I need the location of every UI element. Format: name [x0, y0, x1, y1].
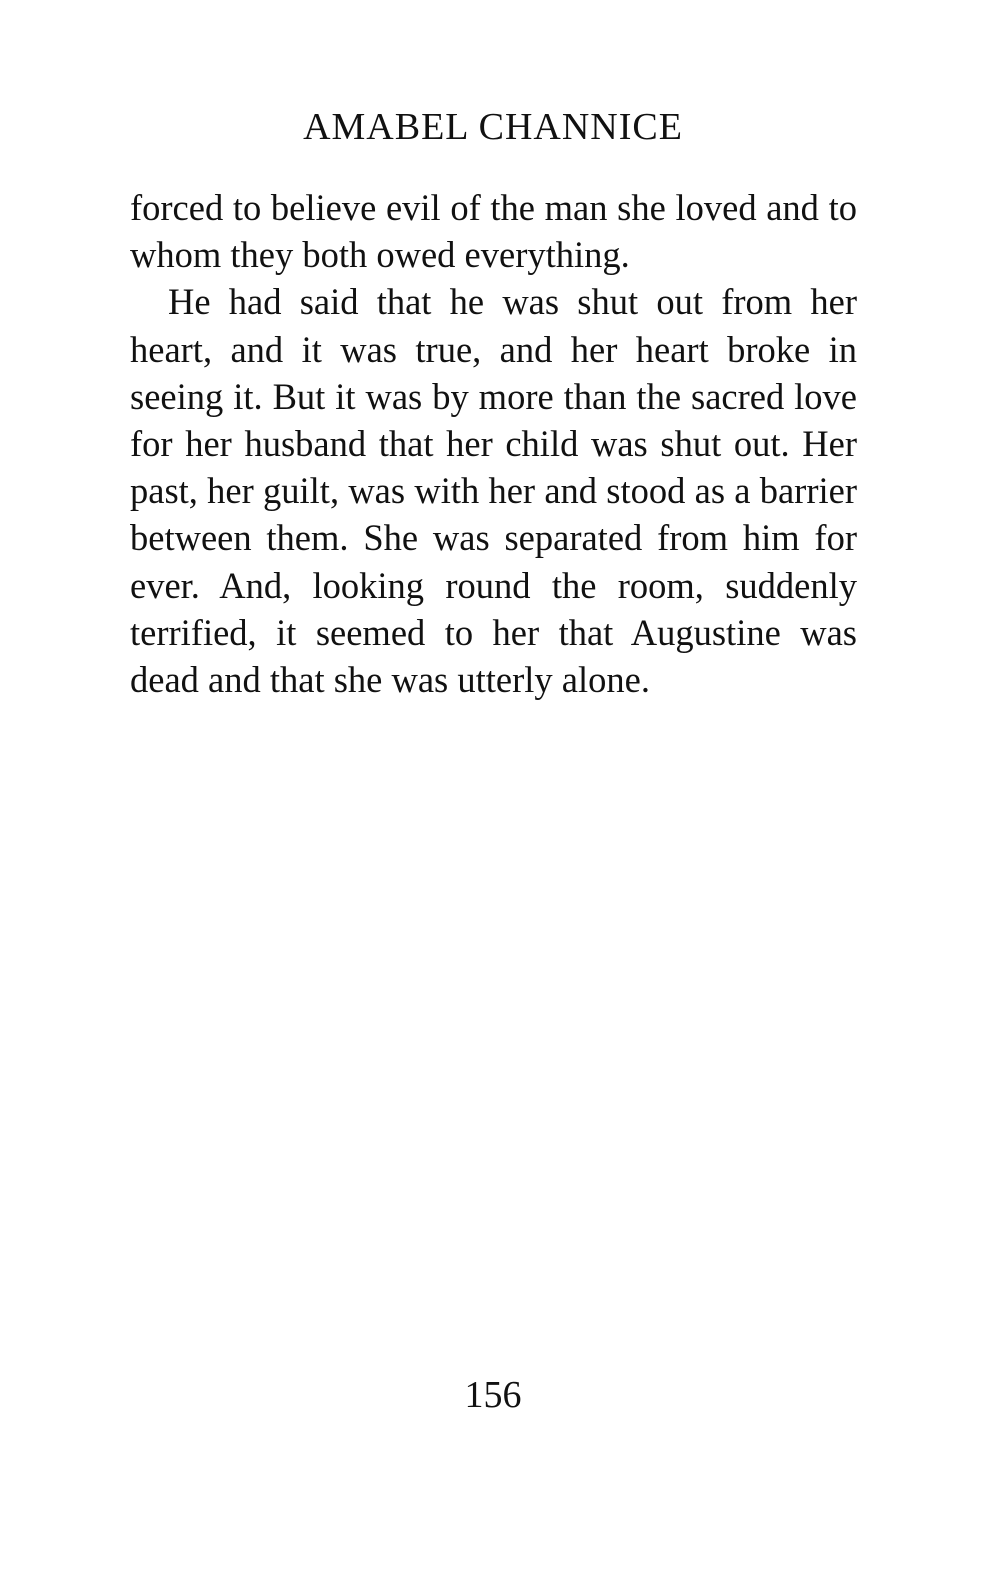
running-head: AMABEL CHANNICE	[303, 106, 683, 148]
body-text	[130, 184, 857, 703]
paragraph: He had said that he was shut out from her heart, and it was true, and her heart broke in seeing it. But it was by more than the sacred love for her husband that her child was shut out. Her past, her guilt, was with her and stood as a barrier between them. She was separated from him for ever. And, looking round the room, suddenly terrified, it seemed to her that Augustine was dead and that she was utterly alone.	[130, 281, 857, 701]
page-number: 156	[464, 1374, 522, 1416]
paragraph-continued: forced to believe evil of the man she loved and to whom they both owed everything.	[130, 187, 857, 276]
